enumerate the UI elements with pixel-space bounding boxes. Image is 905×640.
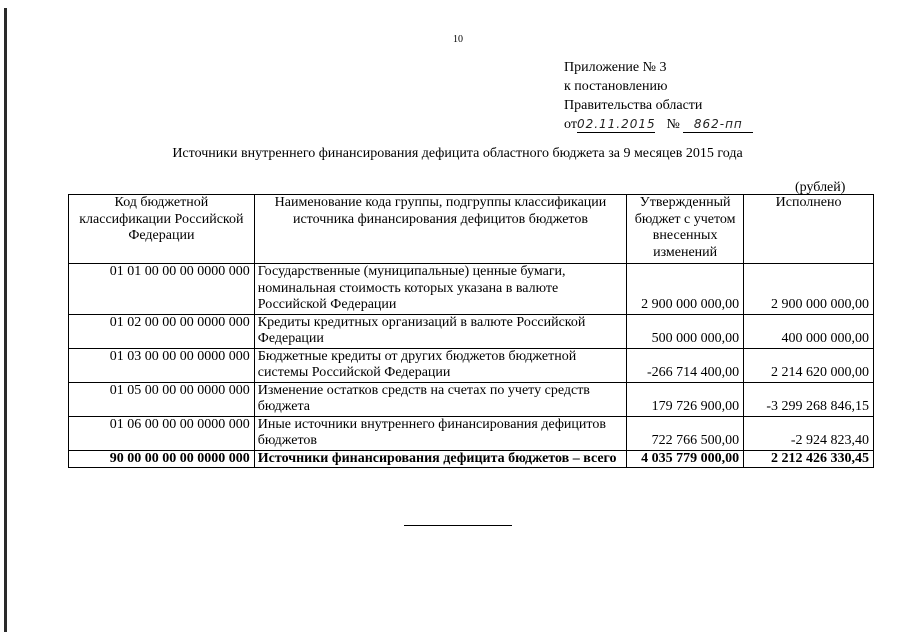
document-title: Источники внутреннего финансирования дефицита областного бюджета за 9 месяцев 2015 года	[172, 146, 743, 161]
date-prefix: от	[564, 117, 577, 132]
page-number: 10	[453, 34, 463, 45]
cell-name: Государственные (муниципальные) ценные бумаги, номинальная стоимость которых указана в валюте Российской Федерации	[254, 264, 626, 315]
cell-approved: -266 714 400,00	[627, 348, 744, 382]
header-name: Наименование кода группы, подгруппы классификации источника финансирования дефицитов бюджетов	[254, 195, 626, 264]
cell-executed: 400 000 000,00	[744, 314, 874, 348]
total-name: Источники финансирования дефицита бюджетов – всего	[254, 450, 626, 468]
cell-name: Кредиты кредитных организаций в валюте Российской Федерации	[254, 314, 626, 348]
appendix-date-line	[564, 115, 753, 134]
header-executed: Исполнено	[744, 195, 874, 264]
cell-approved: 179 726 900,00	[627, 382, 744, 416]
number-prefix: №	[666, 117, 680, 132]
cell-code: 01 01 00 00 00 0000 000	[69, 264, 255, 315]
total-approved: 4 035 779 000,00	[627, 450, 744, 468]
unit-label: (рублей)	[795, 180, 846, 195]
header-code: Код бюджетной классификации Российской Федерации	[69, 195, 255, 264]
table-row	[69, 416, 874, 450]
header-approved: Утвержденный бюджет с учетом внесенных изменений	[627, 195, 744, 264]
cell-code: 01 05 00 00 00 0000 000	[69, 382, 255, 416]
table-row	[69, 264, 874, 315]
cell-name: Бюджетные кредиты от других бюджетов бюджетной системы Российской Федерации	[254, 348, 626, 382]
cell-executed: -3 299 268 846,15	[744, 382, 874, 416]
table-header-row	[69, 195, 874, 264]
table-total-row	[69, 450, 874, 468]
table-row	[69, 382, 874, 416]
financing-sources-table	[68, 194, 874, 468]
total-code: 90 00 00 00 00 0000 000	[69, 450, 255, 468]
handwritten-number: 862-пп	[683, 117, 753, 133]
table-row	[69, 348, 874, 382]
cell-approved: 722 766 500,00	[627, 416, 744, 450]
cell-approved: 500 000 000,00	[627, 314, 744, 348]
cell-approved: 2 900 000 000,00	[627, 264, 744, 315]
cell-executed: -2 924 823,40	[744, 416, 874, 450]
cell-code: 01 03 00 00 00 0000 000	[69, 348, 255, 382]
footer-divider	[404, 525, 512, 526]
handwritten-date: 02.11.2015	[576, 117, 656, 131]
page-edge-line	[4, 8, 7, 632]
cell-code: 01 02 00 00 00 0000 000	[69, 314, 255, 348]
appendix-line-1: Приложение № 3	[564, 60, 667, 75]
appendix-line-3: Правительства области	[564, 98, 703, 113]
appendix-block	[564, 58, 753, 134]
appendix-line-2: к постановлению	[564, 79, 668, 94]
total-executed: 2 212 426 330,45	[744, 450, 874, 468]
table-row	[69, 314, 874, 348]
cell-executed: 2 214 620 000,00	[744, 348, 874, 382]
cell-name: Иные источники внутреннего финансирования дефицитов бюджетов	[254, 416, 626, 450]
cell-name: Изменение остатков средств на счетах по учету средств бюджета	[254, 382, 626, 416]
cell-code: 01 06 00 00 00 0000 000	[69, 416, 255, 450]
cell-executed: 2 900 000 000,00	[744, 264, 874, 315]
